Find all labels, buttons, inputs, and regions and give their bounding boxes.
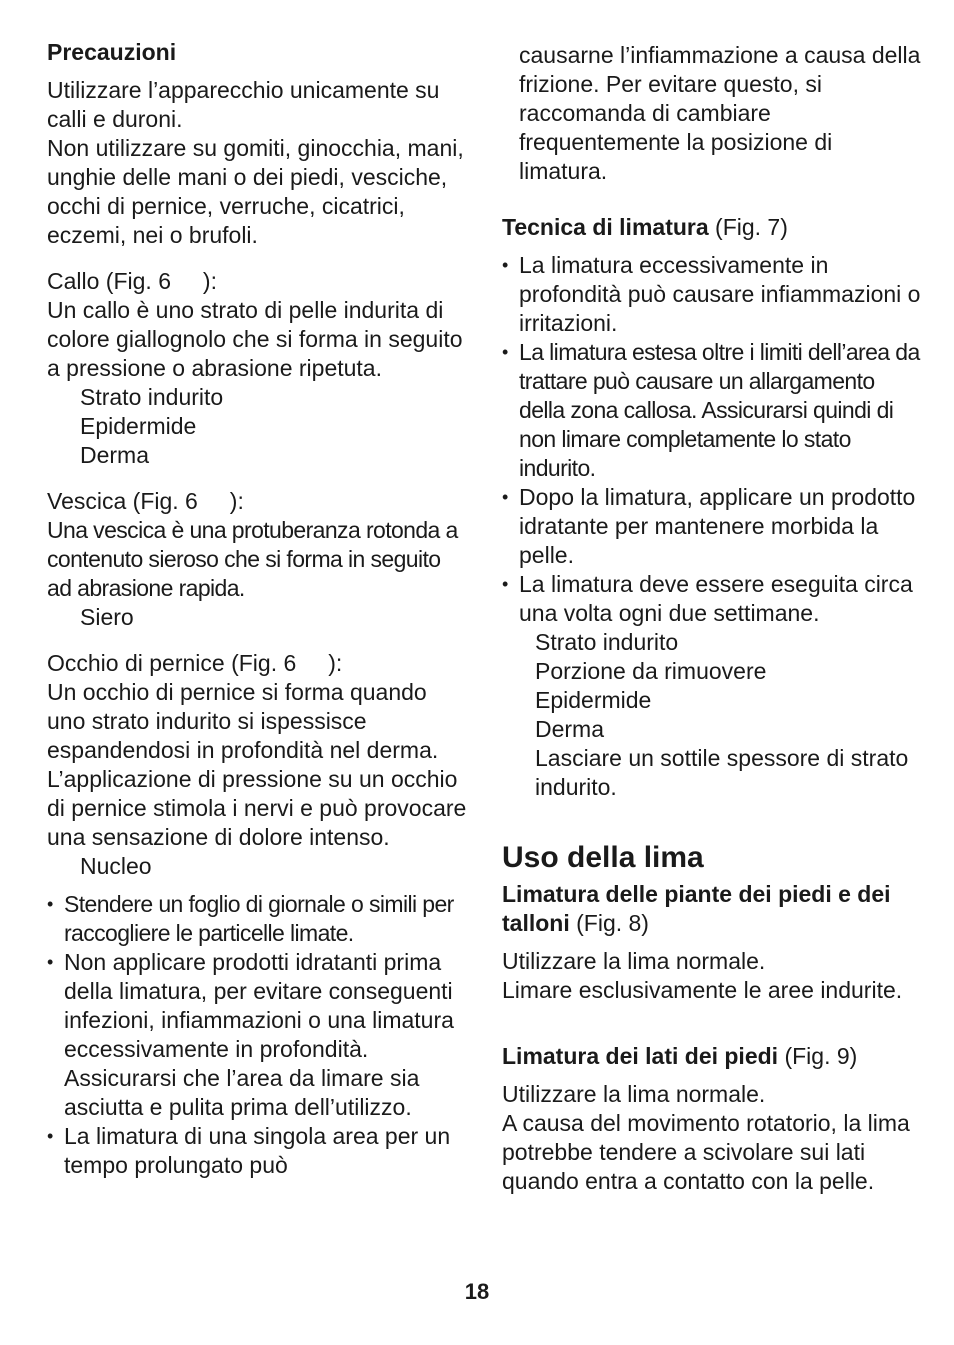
bullet-item: • Non applicare prodotti idratanti prima della limatura, per evitare conseguenti infezioni, infiammazioni o una limatura eccessivamente in profondità. Assicurarsi che l’area da limare sia asciutta e pulita prima dell’utilizzo.	[47, 948, 467, 1122]
technique-heading-title: Tecnica di limatura	[502, 214, 709, 240]
technique-item: Porzione da rimuovere	[535, 658, 767, 684]
left-column	[47, 38, 467, 1180]
precautions-paragraph-2: Non utilizzare su gomiti, ginocchia, mani, unghie delle mani o dei piedi, vesciche, occhi di pernice, verruche, cicatrici, eczemi, nei o brufoli.	[47, 135, 464, 248]
soles-heading	[502, 880, 922, 938]
precautions-heading: Precauzioni	[47, 39, 177, 65]
technique-item: Strato indurito	[535, 629, 679, 655]
soles-paragraph-1: Utilizzare la lima normale.	[502, 948, 766, 974]
vescica-item: Siero	[80, 604, 134, 630]
bullet-item: • La limatura di una singola area per un tempo prolungato può	[47, 1122, 467, 1180]
vescica-title: Vescica (Fig. 6 ):	[47, 488, 244, 514]
callo-item: Strato indurito	[80, 384, 224, 410]
soles-heading-title: Limatura delle piante dei piedi e dei talloni	[502, 881, 891, 936]
sides-paragraph-2: A causa del movimento rotatorio, la lima potrebbe tendere a scivolare sui lati quando entra a contatto con la pelle.	[502, 1110, 910, 1194]
technique-bullet: • La limatura eccessivamente in profondità può causare infiammazioni o irritazioni.	[502, 251, 922, 338]
technique-item: Lasciare un sottile spessore di strato indurito.	[535, 745, 909, 800]
precautions-paragraph-1: Utilizzare l’apparecchio unicamente su calli e duroni.	[47, 77, 440, 132]
technique-bullet: • La limatura estesa oltre i limiti dell’area da trattare può causare un allargamento della zona callosa. Assicurarsi quindi di non limare completamente lo stato indurito.	[502, 338, 922, 483]
callo-item: Epidermide	[80, 413, 197, 439]
technique-item: Epidermide	[535, 687, 652, 713]
vescica-description: Una vescica è una protuberanza rotonda a contenuto sieroso che si forma in seguito ad abrasione rapida.	[47, 517, 458, 601]
technique-fig-ref: (Fig. 7)	[708, 214, 788, 240]
technique-bullet: • Dopo la limatura, applicare un prodotto idratante per mantenere morbida la pelle.	[502, 483, 922, 570]
section-title: Uso della lima	[502, 841, 704, 874]
soles-paragraph-2: Limare esclusivamente le aree indurite.	[502, 977, 903, 1003]
occhio-title: Occhio di pernice (Fig. 6 ):	[47, 650, 343, 676]
callo-item: Derma	[80, 442, 150, 468]
bullet-item: • Stendere un foglio di giornale o simili per raccogliere le particelle limate.	[47, 890, 467, 948]
sides-heading-title: Limatura dei lati dei piedi	[502, 1043, 779, 1069]
soles-fig-ref: (Fig. 8)	[569, 910, 649, 936]
continued-text: causarne l’infiammazione a causa della frizione. Per evitare questo, si raccomanda di cambiare frequentemente la posizione di limatura.	[519, 42, 921, 184]
technique-heading	[502, 213, 922, 242]
sides-fig-ref: (Fig. 9)	[778, 1043, 858, 1069]
occhio-item: Nucleo	[80, 853, 152, 879]
page-number: 18	[464, 1279, 490, 1304]
sides-paragraph-1: Utilizzare la lima normale.	[502, 1081, 766, 1107]
callo-title: Callo (Fig. 6 ):	[47, 268, 217, 294]
technique-item: Derma	[535, 716, 605, 742]
right-column	[502, 41, 922, 1196]
callo-description: Un callo è uno strato di pelle indurita di colore giallognolo che si forma in seguito a pressione o abrasione ripetuta.	[47, 297, 463, 381]
sides-heading	[502, 1042, 922, 1071]
occhio-description: Un occhio di pernice si forma quando uno strato indurito si ispessisce espandendosi in profondità nel derma. L’applicazione di pressione su un occhio di pernice stimola i nervi e può provocare una sensazione di dolore intenso.	[47, 679, 467, 850]
technique-bullet: • La limatura deve essere eseguita circa una volta ogni due settimane.	[502, 570, 922, 628]
